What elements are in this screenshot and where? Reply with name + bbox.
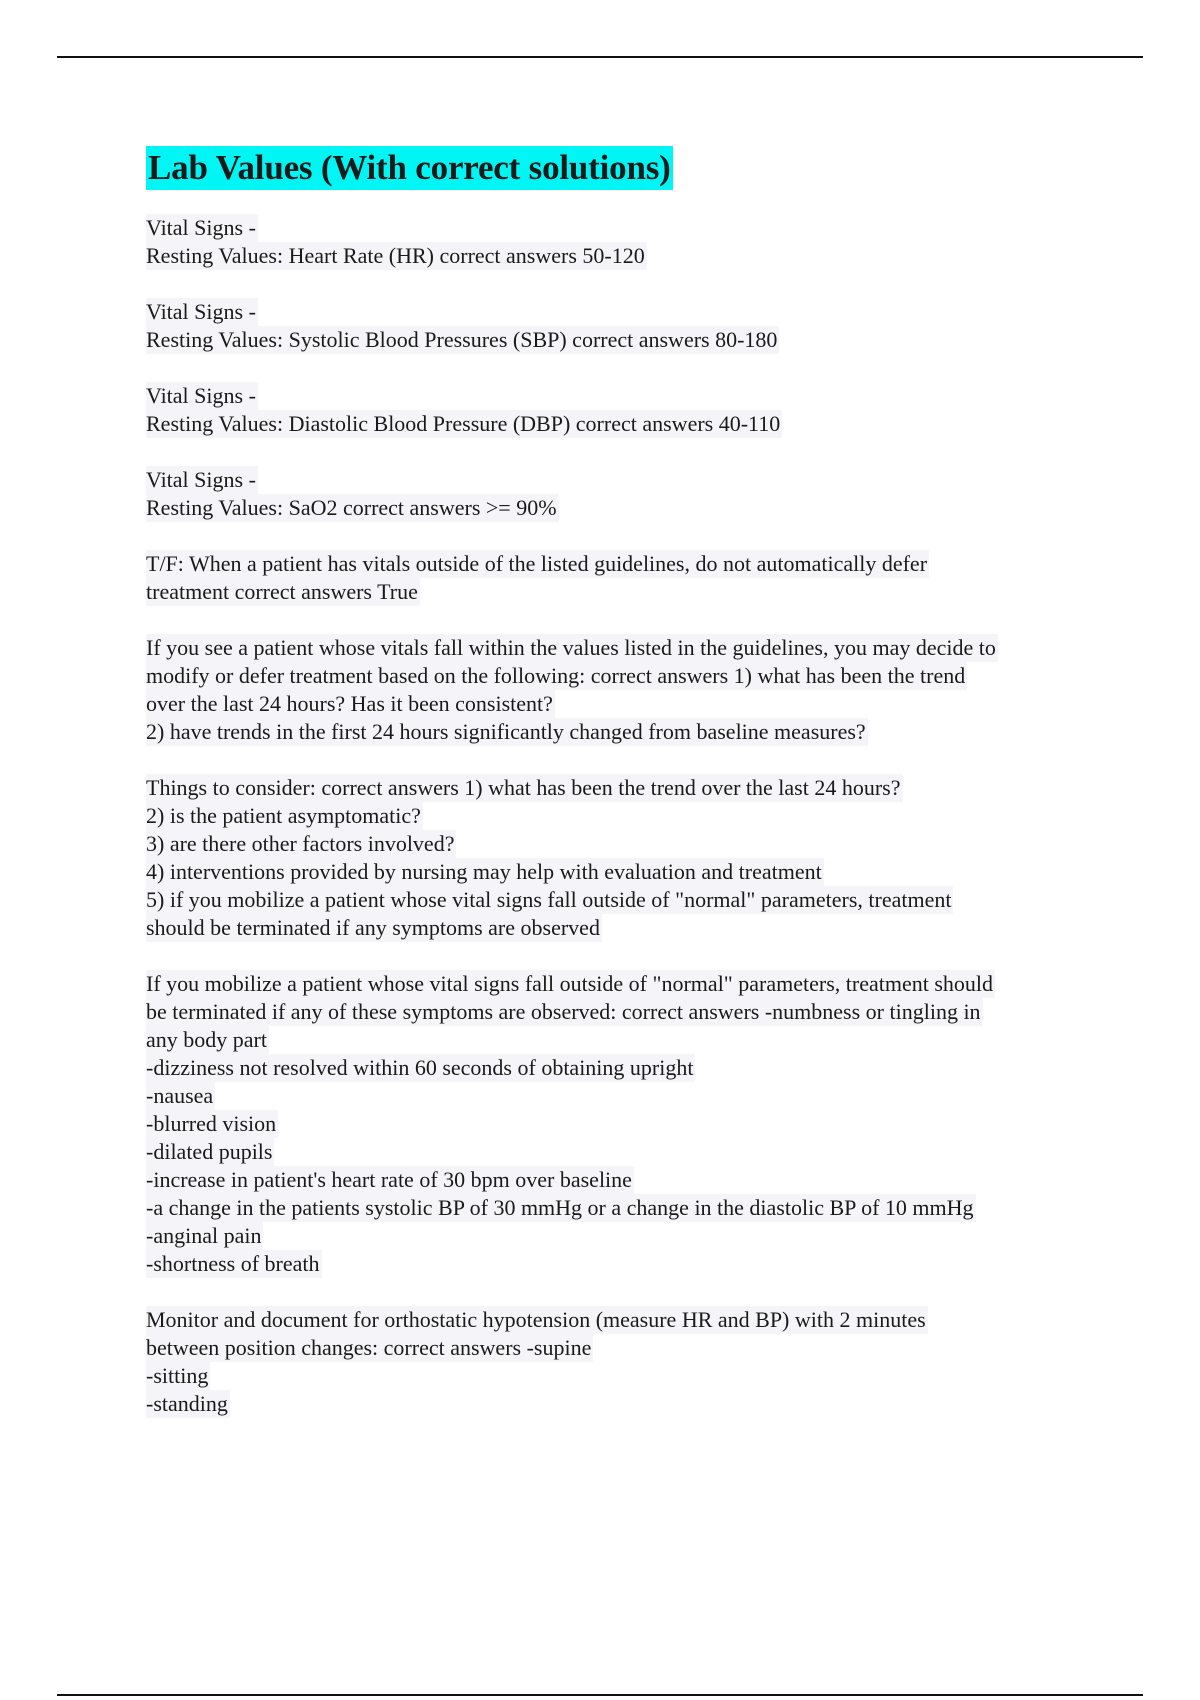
qa-block [146,214,1086,270]
text-line: 4) interventions provided by nursing may help with evaluation and treatment [146,859,822,884]
text-line: Resting Values: Diastolic Blood Pressure (DBP) correct answers 40-110 [146,411,781,436]
text-line: 5) if you mobilize a patient whose vital signs fall outside of "normal" parameters, treatment [146,887,952,912]
text-line: 2) is the patient asymptomatic? [146,803,421,828]
text-line: -dizziness not resolved within 60 seconds of obtaining upright [146,1055,694,1080]
qa-block [146,970,1086,1278]
text-line: -sitting [146,1363,209,1388]
top-rule [57,56,1143,58]
bottom-rule [57,1694,1143,1696]
qa-block [146,634,1086,746]
text-line: -a change in the patients systolic BP of 30 mmHg or a change in the diastolic BP of 10 mmHg [146,1195,974,1220]
text-line: Things to consider: correct answers 1) what has been the trend over the last 24 hours? [146,775,901,800]
qa-block [146,550,1086,606]
text-line: -standing [146,1391,228,1416]
text-line: Vital Signs - [146,467,256,492]
text-line: Resting Values: Heart Rate (HR) correct answers 50-120 [146,243,645,268]
text-line: should be terminated if any symptoms are observed [146,915,600,940]
text-line: -anginal pain [146,1223,262,1248]
qa-block [146,382,1086,438]
text-line: 3) are there other factors involved? [146,831,455,856]
text-line: Resting Values: SaO2 correct answers >= 90% [146,495,557,520]
text-line: Resting Values: Systolic Blood Pressures (SBP) correct answers 80-180 [146,327,778,352]
document-title: Lab Values (With correct solutions) [146,146,673,190]
qa-blocks [146,214,1086,1418]
text-line: treatment correct answers True [146,579,418,604]
qa-block [146,774,1086,942]
text-line: Vital Signs - [146,299,256,324]
text-line: over the last 24 hours? Has it been consistent? [146,691,553,716]
text-line: between position changes: correct answers -supine [146,1335,592,1360]
text-line: modify or defer treatment based on the following: correct answers 1) what has been the trend [146,663,966,688]
text-line: Monitor and document for orthostatic hypotension (measure HR and BP) with 2 minutes [146,1307,926,1332]
text-line: be terminated if any of these symptoms are observed: correct answers -numbness or tingling in [146,999,981,1024]
text-line: Vital Signs - [146,215,256,240]
qa-block [146,298,1086,354]
text-line: any body part [146,1027,267,1052]
text-line: -dilated pupils [146,1139,273,1164]
document-body [146,146,1086,1446]
text-line: If you mobilize a patient whose vital signs fall outside of "normal" parameters, treatment should [146,971,994,996]
text-line: -blurred vision [146,1111,277,1136]
text-line: -increase in patient's heart rate of 30 bpm over baseline [146,1167,632,1192]
qa-block [146,1306,1086,1418]
text-line: T/F: When a patient has vitals outside of the listed guidelines, do not automatically defer [146,551,928,576]
text-line: 2) have trends in the first 24 hours significantly changed from baseline measures? [146,719,866,744]
text-line: Vital Signs - [146,383,256,408]
qa-block [146,466,1086,522]
text-line: If you see a patient whose vitals fall within the values listed in the guidelines, you may decide to [146,635,996,660]
text-line: -shortness of breath [146,1251,320,1276]
text-line: -nausea [146,1083,214,1108]
